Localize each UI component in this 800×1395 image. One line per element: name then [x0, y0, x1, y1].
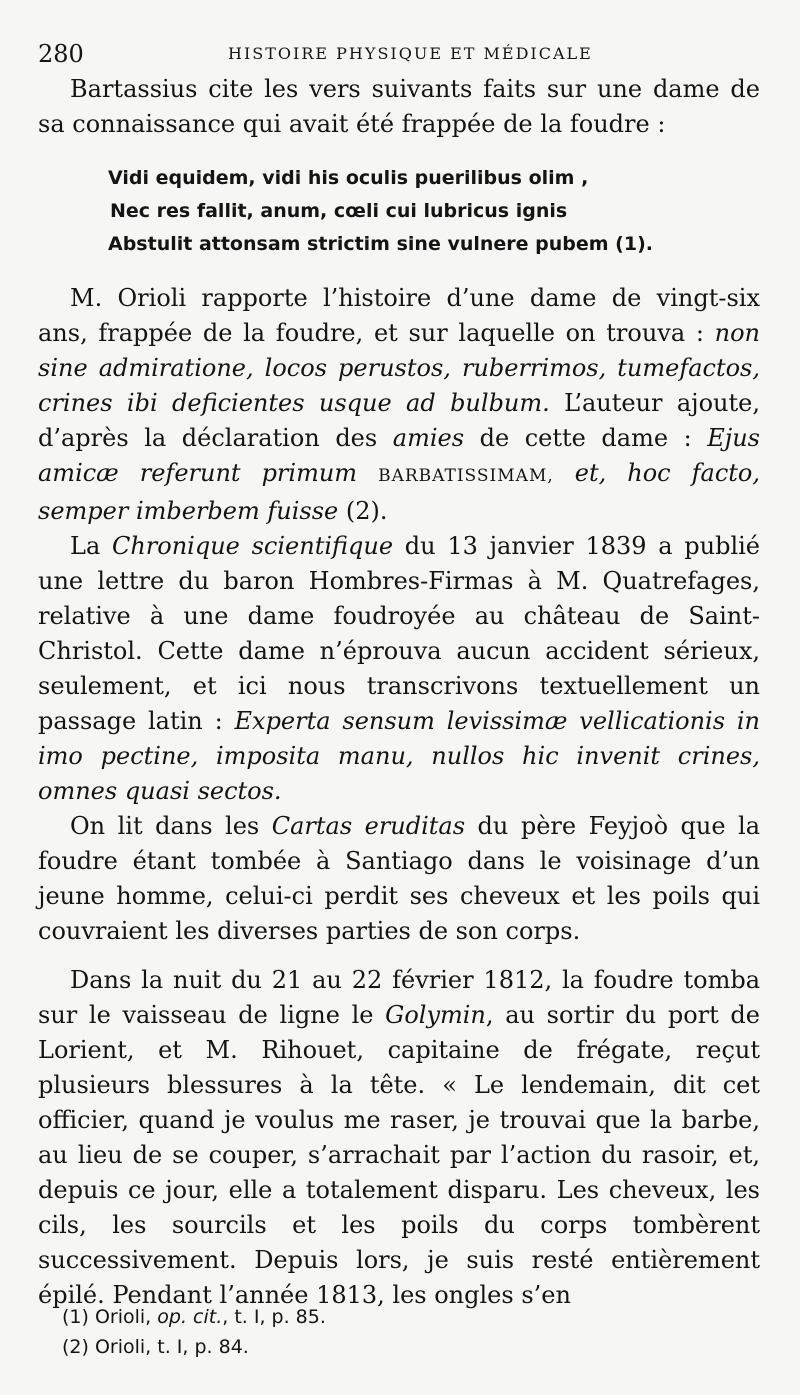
latin-quote: Experta sensum levissimæ vellicationis in imo pectine, imposita manu, nullos hic invenit crines, omnes quasi sectos.: [38, 707, 761, 805]
latin-quote: Ejus amicæ referunt primum: [38, 424, 760, 487]
footnote-italic: op. cit.: [157, 1306, 223, 1328]
paragraph-5: [38, 963, 760, 1313]
paragraph-2: [38, 281, 760, 529]
verse-line: Abstulit attonsam strictim sine vulnere pubem (1).: [108, 233, 653, 255]
ship-name: Golymin: [385, 1001, 486, 1029]
italic-word: amies: [392, 424, 465, 452]
text-run: On lit dans les: [70, 812, 272, 840]
page-header: [38, 40, 760, 72]
latin-verse: [108, 162, 760, 261]
footnote-1: [62, 1302, 326, 1332]
footnote-2: (2) Orioli, t. I, p. 84.: [62, 1336, 249, 1358]
text-run: de cette dame :: [464, 424, 708, 452]
paragraph-3: [38, 529, 760, 809]
text-run: L’auteur ajoute, d’après la déclaration des: [38, 389, 760, 452]
verse-line: Vidi equidem, vidi his oculis puerilibus olim ,: [108, 167, 589, 189]
paragraph-4: [38, 809, 760, 949]
text-run: du 13 janvier 1839 a publié une lettre du baron Hombres-Firmas à M. Quatrefages, relative à une dame foudroyée au château de Saint-Christol. Cette dame n’éprouva aucun accident sérieux, seulement, et ici nous transcrivons textuellement un passage latin :: [38, 532, 761, 735]
footnotes: [62, 1302, 326, 1362]
small-caps-word: BARBATISSIMAM,: [378, 466, 554, 486]
journal-title: Chronique scientifique: [111, 532, 394, 560]
latin-quote: non sine admiratione, locos perustos, ruberrimos, tumefactos, crines ibi deficientes usque ad bulbum.: [38, 319, 760, 417]
paragraph-1: Bartassius cite les vers suivants faits sur une dame de sa connaissance qui avait été frappée de la foudre :: [38, 75, 760, 138]
text-run: La: [70, 532, 112, 560]
footnote-text: (1) Orioli,: [62, 1306, 158, 1328]
page-number: 280: [38, 40, 84, 68]
book-title: Cartas eruditas: [271, 812, 466, 840]
latin-quote: et, hoc facto, semper imberbem fuisse: [38, 459, 760, 525]
running-head: HISTOIRE PHYSIQUE ET MÉDICALE: [228, 44, 593, 63]
text-run: Dans la nuit du 21 au 22 février 1812, la foudre tomba sur le vaisseau de ligne le: [38, 966, 760, 1029]
text-run: M. Orioli rapporte l’histoire d’une dame de vingt-six ans, frappée de la foudre, et sur laquelle on trouva :: [38, 284, 760, 347]
text-run: du père Feyjoò que la foudre étant tombée à Santiago dans le voisinage d’un jeune homme, celui-ci perdit ses cheveux et les poils qui couvraient les diverses parties de son corps.: [38, 812, 760, 945]
footnote-ref: (2).: [338, 497, 388, 525]
text-run: , au sortir du port de Lorient, et M. Rihouet, capitaine de frégate, reçut plusieurs blessures à la tête. « Le lendemain, dit cet officier, quand je voulus me raser, je trouvai que la barbe, au lieu de se couper, s’arrachait par l’action du rasoir, et, depuis ce jour, elle a totalement disparu. Les cheveux, les cils, les sourcils et les poils du corps tombèrent successivement. Depuis lors, je suis resté entièrement épilé. Pendant l’année 1813, les ongles s’en: [38, 1001, 760, 1309]
footnote-text: , t. I, p. 85.: [222, 1306, 326, 1328]
verse-line: Nec res fallit, anum, cœli cui lubricus ignis: [110, 200, 568, 222]
